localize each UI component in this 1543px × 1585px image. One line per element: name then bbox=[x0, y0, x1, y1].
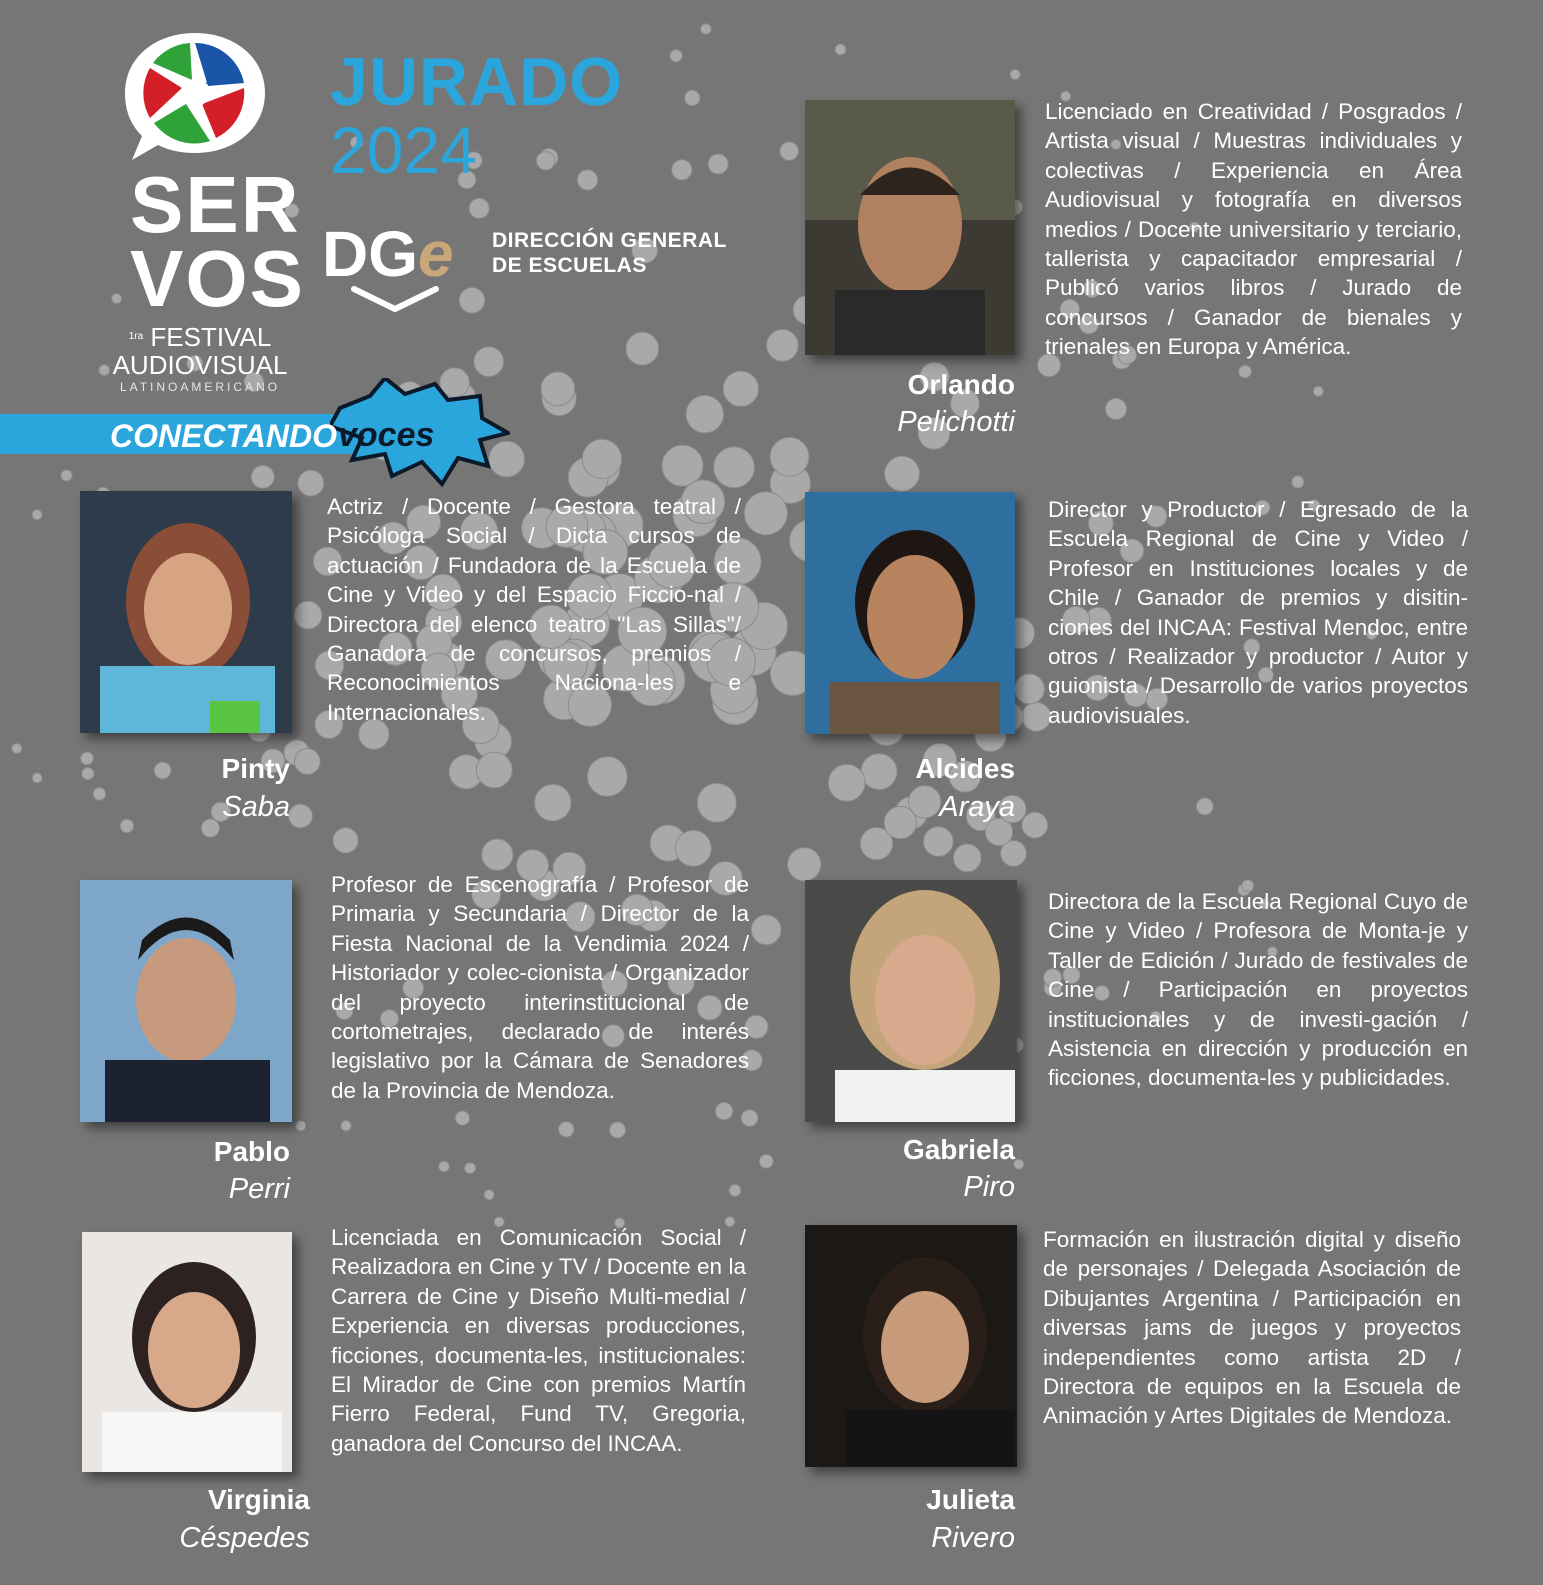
background-dot bbox=[1022, 812, 1048, 838]
background-dot bbox=[923, 827, 953, 857]
background-dot bbox=[474, 347, 504, 377]
background-dot bbox=[685, 90, 700, 105]
background-dot bbox=[759, 1154, 773, 1168]
background-dot bbox=[294, 601, 322, 629]
background-dot bbox=[541, 372, 575, 406]
background-dot bbox=[482, 839, 513, 870]
banner-voces: voces bbox=[338, 416, 435, 454]
juror-first-name: Orlando bbox=[907, 369, 1015, 400]
background-dot bbox=[670, 50, 682, 62]
background-dot bbox=[780, 142, 799, 161]
juror-first-name: Pinty bbox=[221, 753, 290, 784]
background-dot bbox=[729, 1184, 741, 1196]
juror-last-name: Céspedes bbox=[179, 1522, 310, 1554]
background-dot bbox=[686, 395, 724, 433]
background-dot bbox=[582, 439, 621, 478]
dge-logo bbox=[322, 218, 454, 290]
background-dot bbox=[1022, 702, 1051, 731]
background-dot bbox=[744, 492, 787, 535]
background-dot bbox=[662, 445, 703, 486]
juror-photo-virginia bbox=[82, 1232, 292, 1472]
juror-last-name: Perri bbox=[228, 1173, 290, 1205]
background-dot bbox=[341, 1121, 351, 1131]
background-dot bbox=[469, 198, 489, 218]
dge-name bbox=[492, 228, 727, 278]
juror-last-name: Rivero bbox=[931, 1522, 1015, 1554]
background-dot bbox=[672, 160, 692, 180]
background-dot bbox=[1105, 398, 1126, 419]
juror-bio: Profesor de Escenografía / Profesor de Primaria y Secundaria / Director de la Fiesta Nacional de la Vendimia 2024 / Historiador y colec-cionista / Organizador del proyecto interinstitucional de cortometrajes, declarado de interés legislativo por la Cámara de Senadores de la Provincia de Mendoza. bbox=[331, 872, 749, 1103]
background-dot bbox=[1292, 476, 1304, 488]
background-dot bbox=[701, 24, 712, 35]
juror-bio: Licenciado en Creatividad / Posgrados / Artista visual / Muestras individuales y colectivas / Experiencia en Área Audiovisual y fotografía en diversos medios / Docente universitario y terciario, tallerista y capacitador empresarial / Publicó varios libros / Jurado de concursos / Ganador de bienales y trienales en Europa y América. bbox=[1045, 99, 1462, 360]
background-dot bbox=[751, 915, 781, 945]
background-dot bbox=[459, 288, 485, 314]
background-dot bbox=[536, 152, 554, 170]
juror-last-name: Saba bbox=[222, 791, 290, 823]
juror-first-name: Virginia bbox=[207, 1484, 310, 1515]
background-dot bbox=[251, 465, 274, 488]
background-dot bbox=[455, 1111, 469, 1125]
background-dot bbox=[1010, 70, 1020, 80]
background-dot bbox=[465, 1163, 476, 1174]
background-dot bbox=[1313, 386, 1323, 396]
juror-photo-gabriela bbox=[805, 880, 1017, 1122]
background-dot bbox=[697, 783, 736, 822]
background-dot bbox=[1014, 1159, 1024, 1169]
background-dot bbox=[32, 773, 42, 783]
background-dot bbox=[32, 510, 42, 520]
background-dot bbox=[484, 1190, 494, 1200]
juror-photo-orlando bbox=[805, 100, 1015, 355]
juror-bio: Actriz / Docente / Gestora teatral / Psicóloga Social / Dicta cursos de actuación / Fundadora de la Escuela de Cine y Video y del Espacio Ficcio-nal / Directora del elenco teatro "Las Sillas"/ Ganadora de concursos, premios / Reconocimientos Naciona-les e Internacionales. bbox=[327, 494, 741, 725]
logo-festival-text bbox=[110, 323, 290, 379]
background-dot bbox=[1239, 365, 1252, 378]
background-dot bbox=[626, 332, 659, 365]
background-dot bbox=[770, 437, 809, 476]
logo-festival: FESTIVAL bbox=[150, 322, 272, 352]
juror-first-name: Alcides bbox=[915, 753, 1015, 784]
juror-photo-pablo bbox=[80, 880, 292, 1122]
background-dot bbox=[767, 329, 799, 361]
background-dot bbox=[439, 1161, 450, 1172]
juror-photo-alcides bbox=[805, 492, 1015, 734]
page-title: JURADO bbox=[330, 44, 624, 120]
background-dot bbox=[112, 294, 122, 304]
background-dot bbox=[476, 752, 512, 788]
juror-first-name: Julieta bbox=[926, 1484, 1015, 1515]
juror-last-name: Araya bbox=[939, 791, 1015, 823]
logo-audiovisual: AUDIOVISUAL bbox=[112, 350, 288, 380]
background-dot bbox=[1014, 674, 1044, 704]
background-dot bbox=[675, 830, 711, 866]
banner-conectando: CONECTANDO bbox=[110, 418, 337, 454]
background-dot bbox=[708, 154, 728, 174]
juror-first-name: Gabriela bbox=[902, 1134, 1015, 1165]
juror-bio: Licenciada en Comunicación Social / Realizadora en Cine y TV / Docente en la Carrera de Cine y Diseño Multi-medial / Experiencia en diversas producciones, ficciones, documenta-les, institucionales: El Mirador de Cine con premios Martín Fierro Federal, Fund TV, Gregoria, ganadora del Concurso del INCAA. bbox=[331, 1225, 746, 1456]
background-dot bbox=[559, 1122, 574, 1137]
dge-line-1: DIRECCIÓN GENERAL bbox=[492, 229, 727, 252]
background-dot bbox=[885, 456, 920, 491]
background-dot bbox=[714, 447, 755, 488]
background-dot bbox=[587, 757, 627, 797]
background-dot bbox=[81, 752, 94, 765]
background-dot bbox=[12, 744, 22, 754]
juror-bio: Director y Productor / Egresado de la Escuela Regional de Cine y Video / Profesor en Instituciones locales y de Chile / Ganador de premios y disitin-ciones del INCAA: Festival Mendoc, entre otros / Realizador y productor / Autor y guionista / Desarrollo de varios proyectos audiovisuales. bbox=[1048, 497, 1468, 728]
dge-e: e bbox=[418, 218, 454, 290]
logo-line-vos: VOS bbox=[130, 234, 305, 323]
background-dot bbox=[298, 470, 324, 496]
background-dot bbox=[741, 1110, 758, 1127]
background-dot bbox=[835, 44, 846, 55]
logo-edition: 1ra bbox=[128, 331, 144, 342]
background-dot bbox=[99, 365, 110, 376]
background-dot bbox=[577, 170, 597, 190]
juror-first-name: Pablo bbox=[213, 1136, 290, 1167]
background-dot bbox=[953, 844, 981, 872]
background-dot bbox=[82, 768, 94, 780]
juror-bio: Directora de la Escuela Regional Cuyo de Cine y Video / Profesora de Monta-je y Taller de Edición / Jurado de festivales de Cine / Participación en proyectos institucionales y de investi-gación / Asistencia en dirección y producción en ficciones, documenta-les y publicidades. bbox=[1048, 889, 1468, 1091]
camera-shutter-bubble-icon bbox=[120, 28, 270, 168]
juror-photo-pinty bbox=[80, 491, 292, 733]
background-dot bbox=[61, 470, 72, 481]
background-dot bbox=[289, 804, 313, 828]
background-dot bbox=[788, 848, 821, 881]
logo-ser-vos bbox=[130, 160, 305, 323]
dge-line-2: DE ESCUELAS bbox=[492, 254, 647, 277]
background-dot bbox=[535, 784, 572, 821]
logo-latinoamericano: LATINOAMERICANO bbox=[119, 380, 281, 394]
page-year: 2024 bbox=[330, 113, 477, 187]
background-dot bbox=[723, 371, 758, 406]
logo-line-ser: SER bbox=[130, 160, 301, 249]
dge-mark: DG bbox=[322, 218, 418, 290]
juror-bio: Formación en ilustración digital y diseño de personajes / Delegada Asociación de Dibujantes Argentina / Participación en diversas jams de juegos y proyectos independientes como artista 2D / Directora de equipos en la Escuela de Animación y Artes Digitales de Mendoza. bbox=[1043, 1227, 1461, 1429]
background-dot bbox=[1196, 798, 1213, 815]
background-dot bbox=[296, 1121, 306, 1131]
juror-last-name: Piro bbox=[963, 1171, 1015, 1203]
background-dot bbox=[610, 1122, 626, 1138]
open-book-icon bbox=[350, 283, 440, 317]
juror-photo-julieta bbox=[805, 1225, 1017, 1467]
juror-last-name: Pelichotti bbox=[897, 406, 1015, 438]
background-dot bbox=[294, 749, 320, 775]
background-dot bbox=[333, 828, 358, 853]
